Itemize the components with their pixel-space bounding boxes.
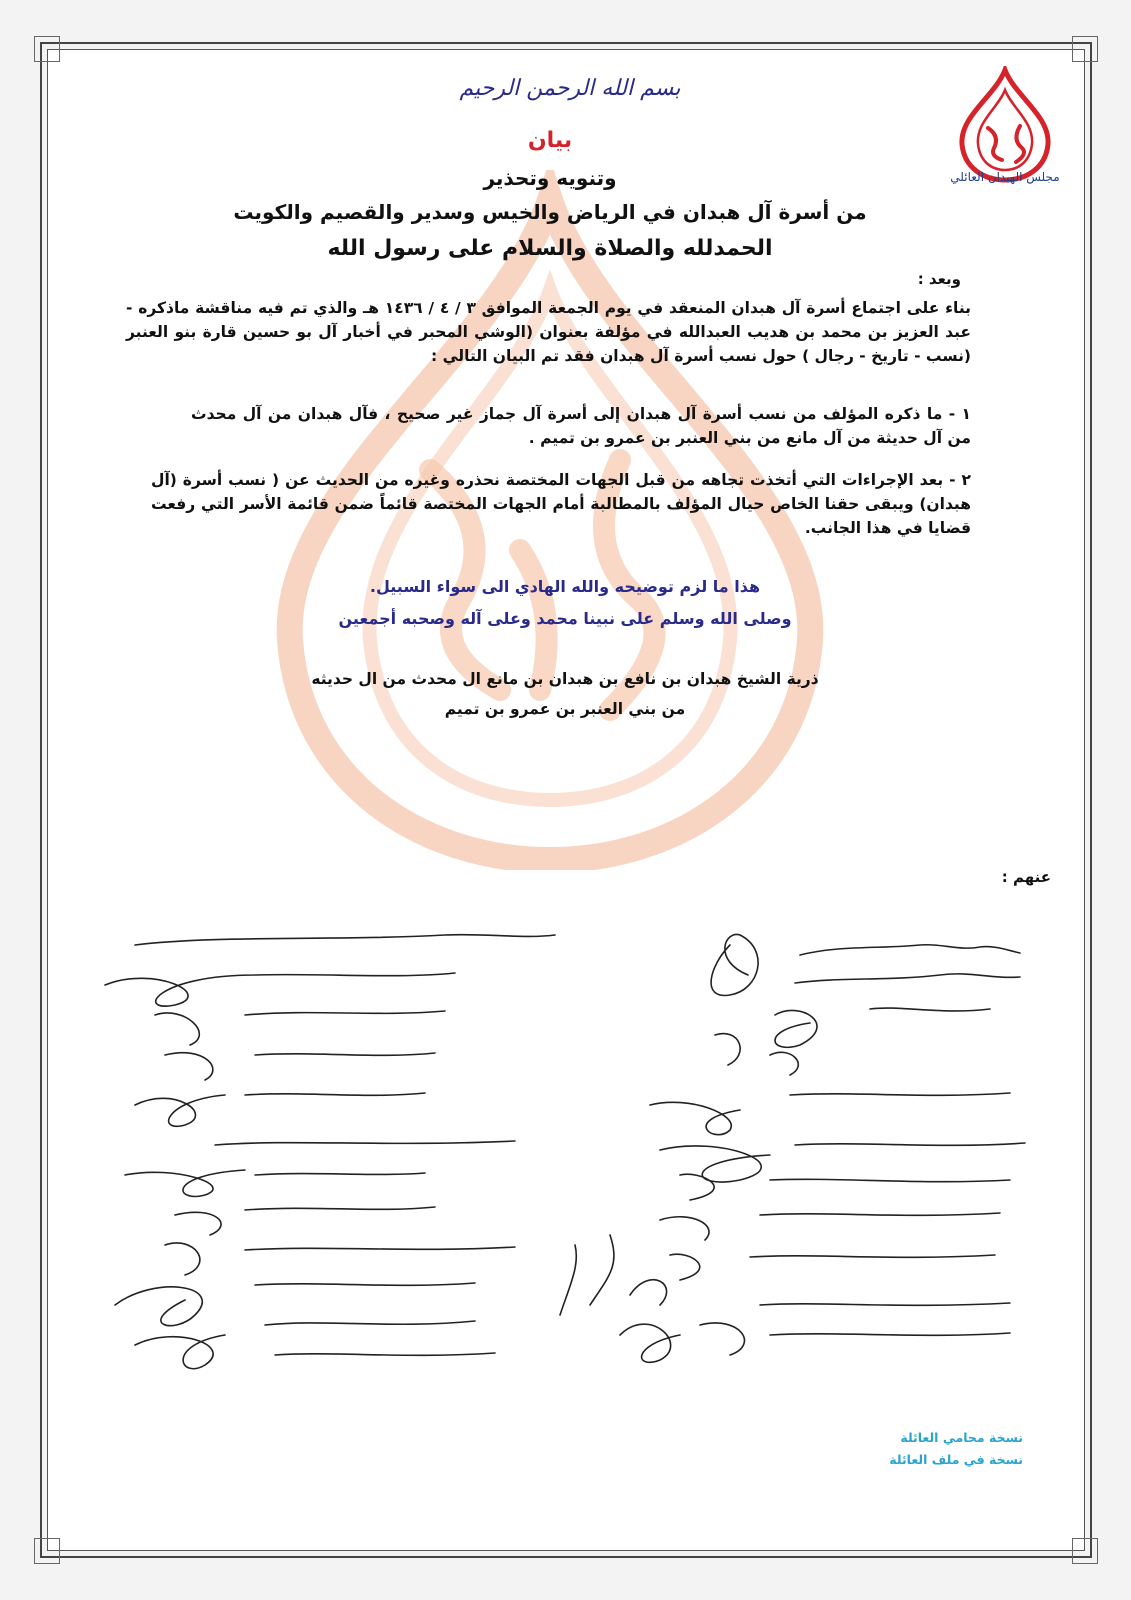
signature-block-right xyxy=(540,905,1060,1405)
border-corner xyxy=(34,36,60,62)
closing-line-1: هذا ما لزم توضيحه والله الهادي الى سواء السبيل. xyxy=(369,577,761,596)
basmala: بسم الله الرحمن الرحيم xyxy=(459,76,681,101)
closing-line-2: وصلى الله وسلم على نبينا محمد وعلى آله وصحبه أجمعين xyxy=(338,609,792,628)
signature-block-left xyxy=(95,905,565,1395)
lineage-line-2: من بني العنبر بن عمرو بن تميم xyxy=(444,700,686,718)
copy-note-family-file: نسخة في ملف العائلة xyxy=(889,1452,1023,1467)
statement-item-2: ٢ - بعد الإجراءات التي أتخذت تجاهه من قبل الجهات المختصة نحذره وغيره من الحديث عن ( نسب أسرة (آل هبدان) ويبقى حقنا الخاص حيال المؤلف بالمطالبة أمام الجهات المختصة قائماً ضمن قائمة الأسر التي رفعت قضايا في هذا الجانب. xyxy=(151,471,971,537)
families-line: من أسرة آل هبدان في الرياض والخيس وسدير والقصيم والكويت xyxy=(233,200,867,224)
lineage-line-1: ذرية الشيخ هبدان بن نافع بن هبدان بن مانع ال محدث من ال حديثه xyxy=(311,670,819,688)
document-title: بيان xyxy=(527,128,573,153)
salutation: وبعد : xyxy=(917,270,961,288)
border-corner xyxy=(34,1538,60,1564)
family-logo-icon xyxy=(950,66,1060,186)
logo-caption: مجلس الهبدان العائلي xyxy=(950,170,1060,184)
border-corner xyxy=(1072,36,1098,62)
signatures-label: عنهم : xyxy=(1001,868,1051,886)
copy-note-lawyer: نسخة محامي العائلة xyxy=(900,1430,1023,1445)
border-corner xyxy=(1072,1538,1098,1564)
statement-item-1: ١ - ما ذكره المؤلف من نسب أسرة آل هبدان إلى أسرة آل جماز غير صحيح ، فآل هبدان من آل محدث من آل حديثة من آل مانع من بني العنبر بن عمرو بن تميم . xyxy=(191,405,971,447)
praise-line: الحمدلله والصلاة والسلام على رسول الله xyxy=(327,236,773,261)
document-subtitle: وتنويه وتحذير xyxy=(483,166,617,190)
intro-paragraph: بناء على اجتماع أسرة آل هبدان المنعقد في يوم الجمعة الموافق ٣ / ٤ / ١٤٣٦ هـ والذي تم فيه مناقشة ماذكره - عبد العزيز بن محمد بن هديب العبدالله في مؤلفة بعنوان (الوشي المحبر في أخبار آل بو حسين قارة بنو العنبر (نسب - تاريخ - رجال ) حول نسب أسرة آل هبدان فقد تم البيان التالي : xyxy=(126,299,971,365)
